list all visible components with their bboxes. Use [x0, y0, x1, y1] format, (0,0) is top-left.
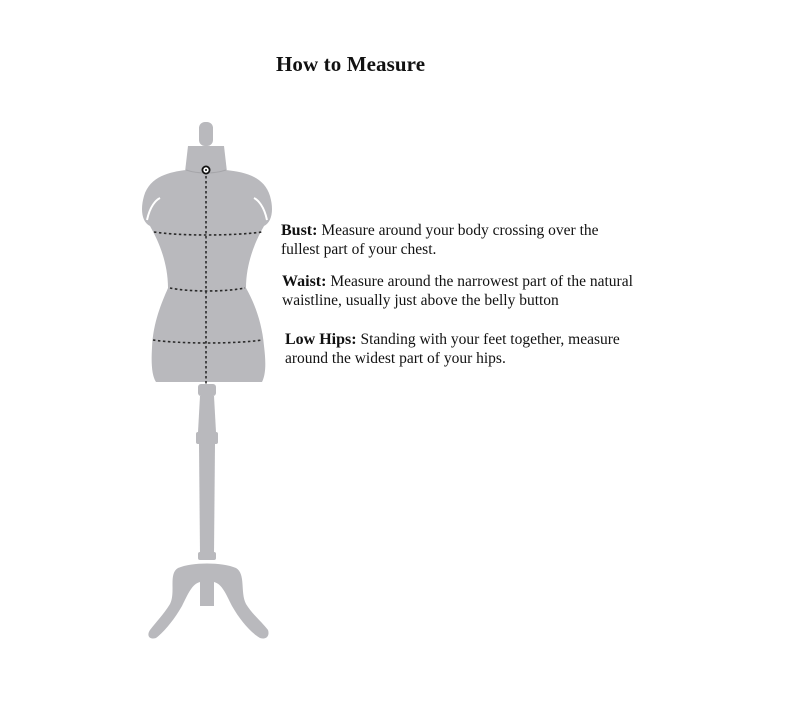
form-torso [142, 170, 272, 382]
form-pole [198, 396, 216, 432]
hips-instruction [285, 330, 665, 368]
page-title: How to Measure [276, 52, 426, 76]
waist-instruction [282, 272, 682, 310]
form-knob [199, 122, 213, 146]
form-pole-lower [199, 444, 215, 554]
form-tripod [148, 564, 268, 639]
hips-label: Low Hips: [285, 331, 357, 348]
form-base-plate [198, 384, 216, 396]
form-hub-top [198, 552, 216, 560]
waist-text: Measure around the narrowest part of the natural waistline, usually just above the belly button [282, 273, 633, 309]
bust-instruction [281, 221, 641, 259]
form-collar [196, 432, 218, 444]
bust-text: Measure around your body crossing over the fullest part of your chest. [281, 222, 599, 258]
waist-label: Waist: [282, 273, 327, 290]
bust-label: Bust: [281, 222, 318, 239]
hips-text: Standing with your feet together, measure around the widest part of your hips. [285, 331, 620, 367]
